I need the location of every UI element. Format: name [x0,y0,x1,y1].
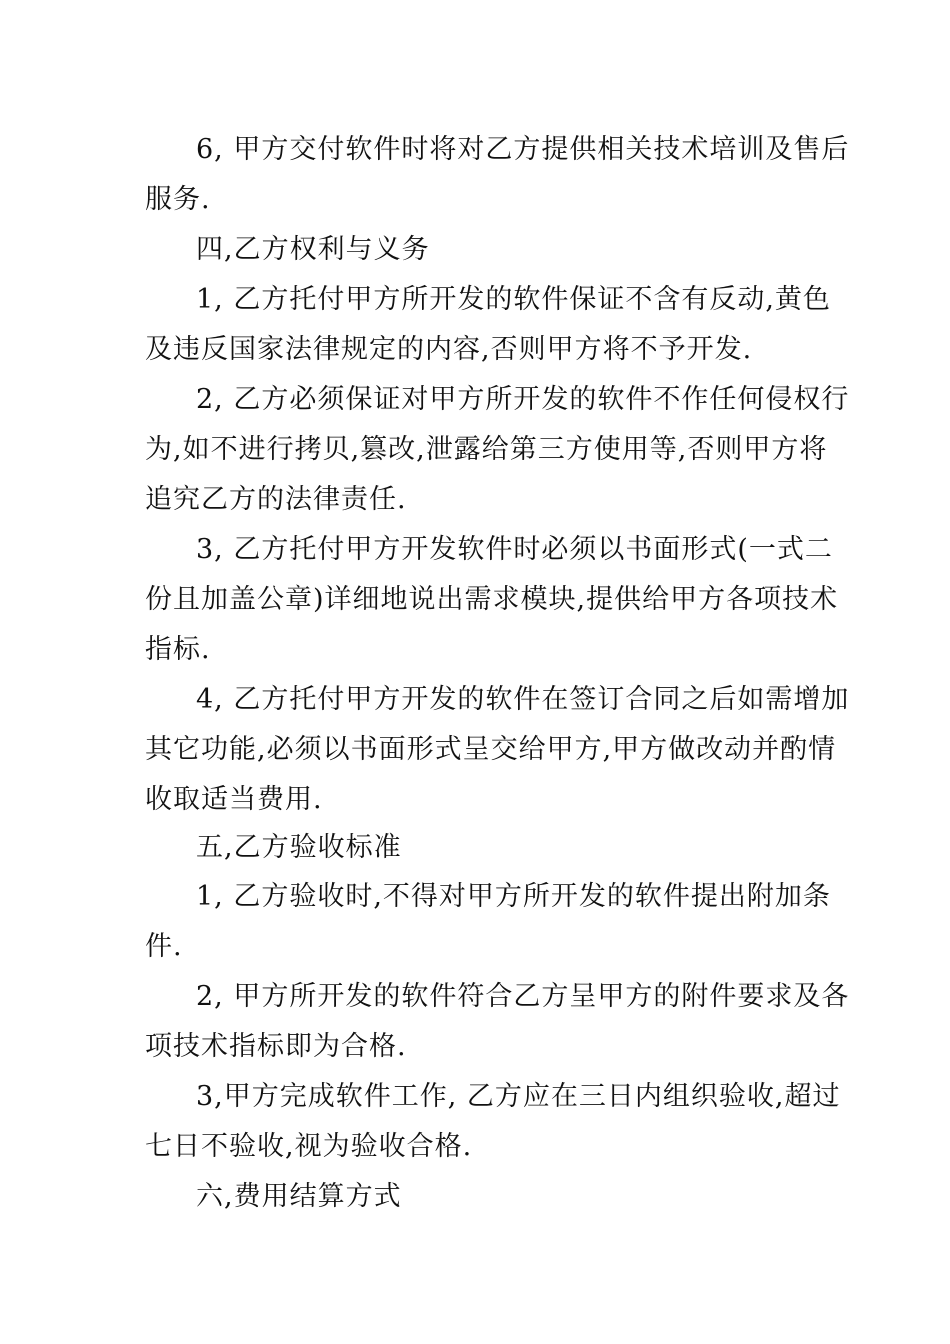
paragraph-line: 4, 乙方托付甲方开发的软件在签订合同之后如需增加 [196,684,850,715]
paragraph-line: 2, 乙方必须保证对甲方所开发的软件不作任何侵权行 [196,384,850,415]
section-heading: 六,费用结算方式 [196,1181,402,1212]
paragraph-line: 其它功能,必须以书面形式呈交给甲方,甲方做改动并酌情 [145,734,837,765]
paragraph-line: 3,甲方完成软件工作, 乙方应在三日内组织验收,超过 [196,1081,841,1112]
paragraph-line: 七日不验收,视为验收合格. [145,1131,473,1162]
paragraph-line: 为,如不进行拷贝,篡改,泄露给第三方使用等,否则甲方将 [145,434,828,465]
paragraph-line: 指标. [145,634,211,665]
section-heading: 五,乙方验收标准 [196,832,402,863]
paragraph-line: 6, 甲方交付软件时将对乙方提供相关技术培训及售后 [196,134,850,165]
paragraph-line: 1, 乙方托付甲方所开发的软件保证不含有反动,黄色 [196,284,831,315]
paragraph-line: 项技术指标即为合格. [145,1031,407,1062]
paragraph-line: 3, 乙方托付甲方开发软件时必须以书面形式(一式二 [196,534,833,565]
paragraph-line: 1, 乙方验收时,不得对甲方所开发的软件提出附加条 [196,881,831,912]
paragraph-line: 服务. [145,184,211,215]
paragraph-line: 件. [145,931,183,962]
paragraph-line: 份且加盖公章)详细地说出需求模块,提供给甲方各项技术 [145,584,839,615]
section-heading: 四,乙方权利与义务 [196,234,430,265]
paragraph-line: 及违反国家法律规定的内容,否则甲方将不予开发. [145,334,753,365]
paragraph-line: 2, 甲方所开发的软件符合乙方呈甲方的附件要求及各 [196,981,850,1012]
paragraph-line: 追究乙方的法律责任. [145,484,407,515]
paragraph-line: 收取适当费用. [145,784,323,815]
